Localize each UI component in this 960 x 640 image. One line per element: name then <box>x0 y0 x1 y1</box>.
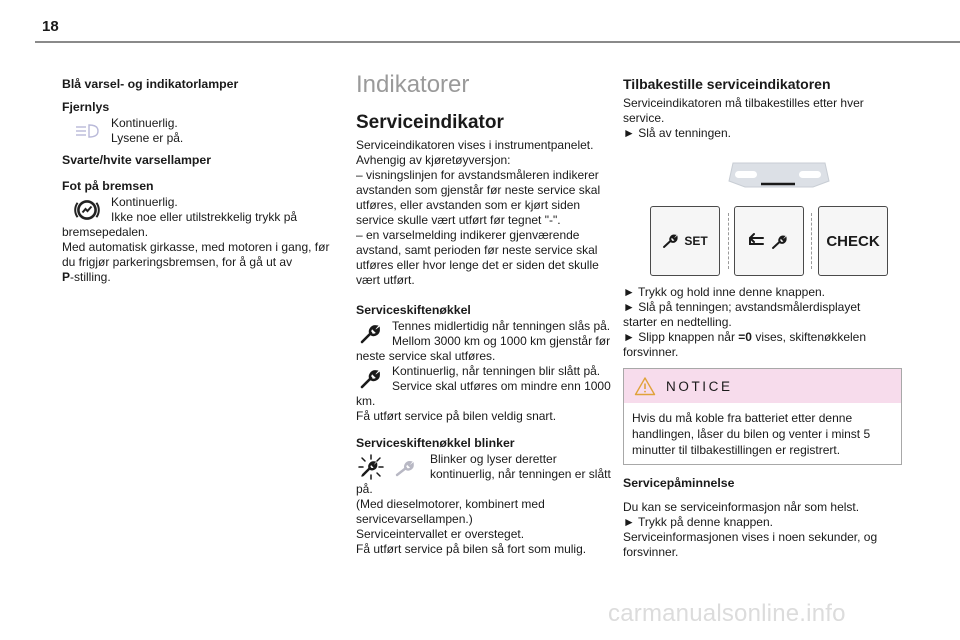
brake-line2: Ikke noe eller utilstrekkelig trykk på <box>111 210 298 224</box>
high-beam-row <box>62 116 332 146</box>
wrench-blink-block <box>356 452 616 557</box>
wrench-blink-heading: Serviceskiftenøkkel blinker <box>356 436 515 450</box>
reminder-line-3: Serviceinformasjonen vises i noen sekunder, og forsvinner. <box>623 530 878 559</box>
wrench-blink-p4: Få utført service på bilen så fort som mulig. <box>356 542 587 556</box>
reminder-block <box>623 500 895 560</box>
bw-lamps-heading: Svarte/hvite varsellamper <box>62 153 212 167</box>
watermark: carmanualsonline.info <box>608 600 846 627</box>
wrench-heading: Serviceskiftenøkkel <box>356 303 471 317</box>
gear-position-p: P <box>62 270 71 284</box>
panel-separator <box>811 213 812 269</box>
reset-step-3-b: =0 <box>738 330 752 344</box>
high-beam-line2: Lysene er på. <box>111 131 184 145</box>
reminder-heading: Servicepåminnelse <box>623 476 735 490</box>
service-bullet-1: – visningslinjen for avstandsmåleren indikerer avstanden som gjenstår før neste service skal utføres, eller avstanden som er kjørt siden service skulle vært utført før tegnet "-". <box>356 168 601 227</box>
brake-title: Fot på bremsen <box>62 179 154 193</box>
wrench-blink-text: Blinker og lyser deretter kontinuerlig, når tenningen er slått på. <box>356 452 611 496</box>
brake-block <box>62 195 332 285</box>
reminder-line-1: Du kan se serviceinformasjon når som helst. <box>623 500 860 514</box>
high-beam-icon <box>62 116 111 146</box>
blue-lamps-heading: Blå varsel- og indikatorlamper <box>62 77 239 91</box>
page-number: 18 <box>42 18 59 35</box>
reset-step-0: ► Slå av tenningen. <box>623 126 731 140</box>
reset-step-3-a: ► Slipp knappen når <box>623 330 739 344</box>
brake-paragraph <box>62 240 332 285</box>
check-button-label: CHECK <box>826 232 880 250</box>
wrench-text-1: Tennes midlertidig når tenningen slås på. Mellom 3000 km og 1000 km gjenstår før neste service skal utføres. <box>356 319 611 363</box>
wrench-block <box>356 319 616 424</box>
notice-title: NOTICE <box>666 378 733 394</box>
reset-step-3 <box>623 330 895 360</box>
reset-title: Tilbakestille serviceindikatoren <box>623 76 831 92</box>
reset-return-button[interactable] <box>734 206 804 276</box>
service-bullet-2: – en varselmelding indikerer gjenværende avstand, samt perioden før neste service skal utføres eller hvor lenge det er siden det skulle vært utført. <box>356 228 599 287</box>
wrench-text-2: Kontinuerlig, når tenningen blir slått på. Service skal utføres om mindre enn 1000 km. <box>356 364 611 408</box>
service-intro-block <box>356 138 616 288</box>
check-button[interactable] <box>818 206 888 276</box>
blinking-wrench-icon <box>356 452 426 482</box>
brake-paragraph-text: Med automatisk girkasse, med motoren i gang, før du frigjør parkeringsbremsen, for å gå ut av <box>62 240 330 269</box>
wrench-blink-p3: Serviceintervallet er oversteget. <box>356 527 525 541</box>
wrench-icon <box>356 364 386 394</box>
wrench-text-2-end: Få utført service på bilen veldig snart. <box>356 409 557 423</box>
reset-intro-block <box>623 96 893 141</box>
reset-intro: Serviceindikatoren må tilbakestilles etter hver service. <box>623 96 864 125</box>
notice-body: Hvis du må koble fra batteriet etter denne handlingen, låser du bilen og venter i minst 5 minutter til tilbakestillingen er registrert. <box>632 411 871 457</box>
brake-line3: bremsepedalen. <box>62 225 149 239</box>
high-beam-title: Fjernlys <box>62 100 110 114</box>
notice-header <box>624 369 901 403</box>
set-button[interactable] <box>650 206 720 276</box>
notice-box <box>623 368 902 465</box>
panel-separator <box>728 213 729 269</box>
section-title: Indikatorer <box>356 71 470 98</box>
reset-step-2: ► Slå på tenningen; avstandsmålerdisplayet starter en nedtelling. <box>623 300 861 329</box>
foot-on-brake-icon <box>62 195 111 225</box>
reset-step-1: ► Trykk og hold inne denne knappen. <box>623 285 826 299</box>
wrench-blink-p2: (Med dieselmotorer, kombinert med servicevarsellampen.) <box>356 497 545 526</box>
service-intro: Serviceindikatoren vises i instrumentpanelet. Avhengig av kjøretøyversjon: <box>356 138 594 167</box>
warning-triangle-icon <box>634 376 656 396</box>
set-button-label: SET <box>684 233 708 248</box>
header-rule <box>35 41 960 43</box>
brake-paragraph-end: -stilling. <box>70 270 111 284</box>
reset-steps-block <box>623 285 895 360</box>
wrench-icon <box>662 233 682 249</box>
return-wrench-icon <box>745 232 793 250</box>
service-indicator-title: Serviceindikator <box>356 112 504 133</box>
reset-step-3-c: vises, skiftenøkkelen forsvinner. <box>623 330 867 359</box>
reminder-line-2: ► Trykk på denne knappen. <box>623 515 773 529</box>
brake-line1: Kontinuerlig. <box>111 195 178 209</box>
button-panel-illustration <box>648 145 908 265</box>
wrench-icon <box>356 319 386 349</box>
instrument-cluster-icon <box>725 155 833 191</box>
high-beam-line1: Kontinuerlig. <box>111 116 178 130</box>
